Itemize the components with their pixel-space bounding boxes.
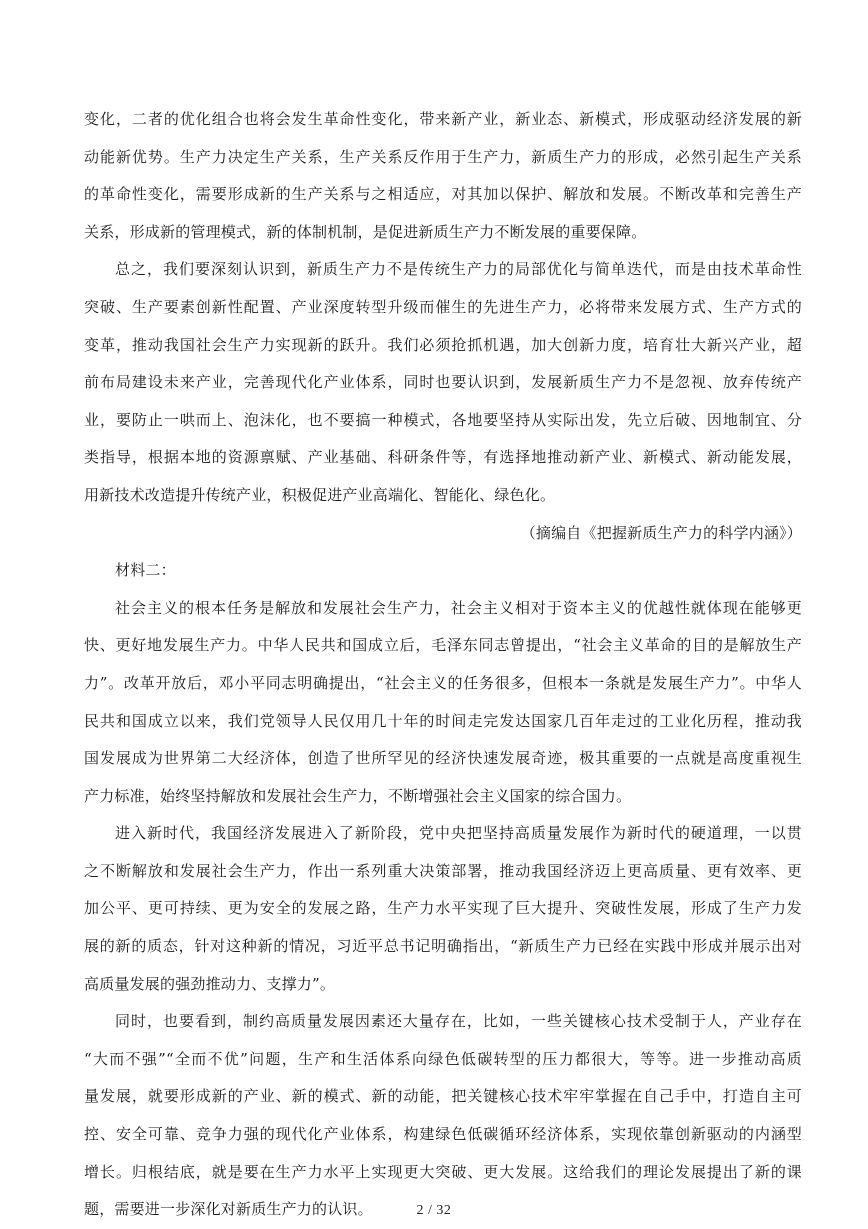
source-citation: （摘编自《把握新质生产力的科学内涵》） [520, 523, 802, 542]
text-line: 动能新优势。生产力决定生产关系，生产关系反作用于生产力，新质生产力的形成，必然引起生产关系 [84, 147, 802, 166]
text-line: 快、更好地发展生产力。中华人民共和国成立后，毛泽东同志曾提出，“社会主义革命的目的是解放生产 [84, 636, 802, 655]
text-line: 国发展成为世界第二大经济体，创造了世所罕见的经济快速发展奇迹，极其重要的一点就是高度重视生 [84, 749, 802, 768]
text-line: 社会主义的根本任务是解放和发展社会生产力，社会主义相对于资本主义的优越性就体现在能够更 [115, 598, 802, 617]
paragraph-constraints [84, 1003, 802, 1229]
material-two-section [84, 590, 802, 1229]
page-number: 2 / 32 [416, 1203, 452, 1218]
text-line: 变革，推动我国社会生产力实现新的跃升。我们必须抢抓机遇，加大创新力度，培育壮大新兴产业，超 [84, 335, 802, 354]
paragraph-continuation [84, 101, 802, 251]
material-one-section [84, 101, 802, 515]
text-line: 类指导，根据本地的资源禀赋、产业基础、科研条件等，有选择地推动新产业、新模式、新动能发展， [84, 448, 802, 467]
text-line: 加公平、更可持续、更为安全的发展之路，生产力水平实现了巨大提升、突破性发展，形成了生产力发 [84, 899, 802, 918]
text-line: 业，要防止一哄而上、泡沫化，也不要搞一种模式，各地要坚持从实际出发，先立后破、因地制宜、分 [84, 410, 802, 429]
text-line: 之不断解放和发展社会生产力，作出一系列重大决策部署，推动我国经济迈上更高质量、更有效率、更 [84, 861, 802, 880]
text-line: 民共和国成立以来，我们党领导人民仅用几十年的时间走完发达国家几百年走过的工业化历程，推动我 [84, 711, 802, 730]
material-heading: 材料二： [115, 561, 176, 580]
text-line: 力”。改革开放后，邓小平同志明确提出，“社会主义的任务很多，但根本一条就是发展生产力”。中华人 [84, 673, 802, 692]
text-line: 高质量发展的强劲推动力、支撑力”。 [84, 974, 336, 993]
paragraph-fundamental-task [84, 590, 802, 816]
text-line: 控、安全可靠、竞争力强的现代化产业体系，构建绿色低碳循环经济体系，实现依靠创新驱动的内涵型 [84, 1125, 802, 1144]
text-line: 产力标准，始终坚持解放和发展社会生产力，不断增强社会主义国家的综合国力。 [84, 786, 632, 805]
text-line: 增长。归根结底，就是要在生产力水平上实现更大突破、更大发展。这给我们的理论发展提出了新的课 [84, 1162, 802, 1181]
text-line: 总之，我们要深刻认识到，新质生产力不是传统生产力的局部优化与简单迭代，而是由技术革命性 [115, 260, 802, 279]
text-line: 的革命性变化，需要形成新的生产关系与之相适应，对其加以保护、解放和发展。不断改革和完善生产 [84, 185, 802, 204]
text-line: “大而不强”“全而不优”问题，生产和生活体系向绿色低碳转型的压力都很大，等等。进一步推动高质 [84, 1049, 802, 1068]
text-line: 展的新的质态，针对这种新的情况，习近平总书记明确指出，“新质生产力已经在实践中形成并展示出对 [84, 937, 802, 956]
text-line: 进入新时代，我国经济发展进入了新阶段，党中央把坚持高质量发展作为新时代的硬道理，一以贯 [115, 824, 802, 843]
text-line: 变化，二者的优化组合也将会发生革命性变化，带来新产业，新业态、新模式，形成驱动经济发展的新 [84, 110, 802, 128]
text-line: 突破、生产要素创新性配置、产业深度转型升级而催生的先进生产力，必将带来发展方式、生产方式的 [84, 297, 802, 316]
document-page [84, 101, 802, 1229]
text-line: 关系，形成新的管理模式，新的体制机制，是促进新质生产力不断发展的重要保障。 [84, 222, 647, 241]
text-line: 前布局建设未来产业，完善现代化产业体系，同时也要认识到，发展新质生产力不是忽视、放弃传统产 [84, 373, 802, 392]
text-line: 同时，也要看到，制约高质量发展因素还大量存在，比如，一些关键核心技术受制于人，产业存在 [115, 1012, 802, 1031]
text-line: 用新技术改造提升传统产业，积极促进产业高端化、智能化、绿色化。 [84, 485, 556, 504]
text-line: 量发展，就要形成新的产业、新的模式、新的动能，把关键核心技术牢牢掌握在自己手中，打造自主可 [84, 1087, 802, 1106]
paragraph-conclusion [84, 251, 802, 514]
text-line: 题，需要进一步深化对新质生产力的认识。 [84, 1200, 373, 1219]
paragraph-new-era [84, 815, 802, 1003]
